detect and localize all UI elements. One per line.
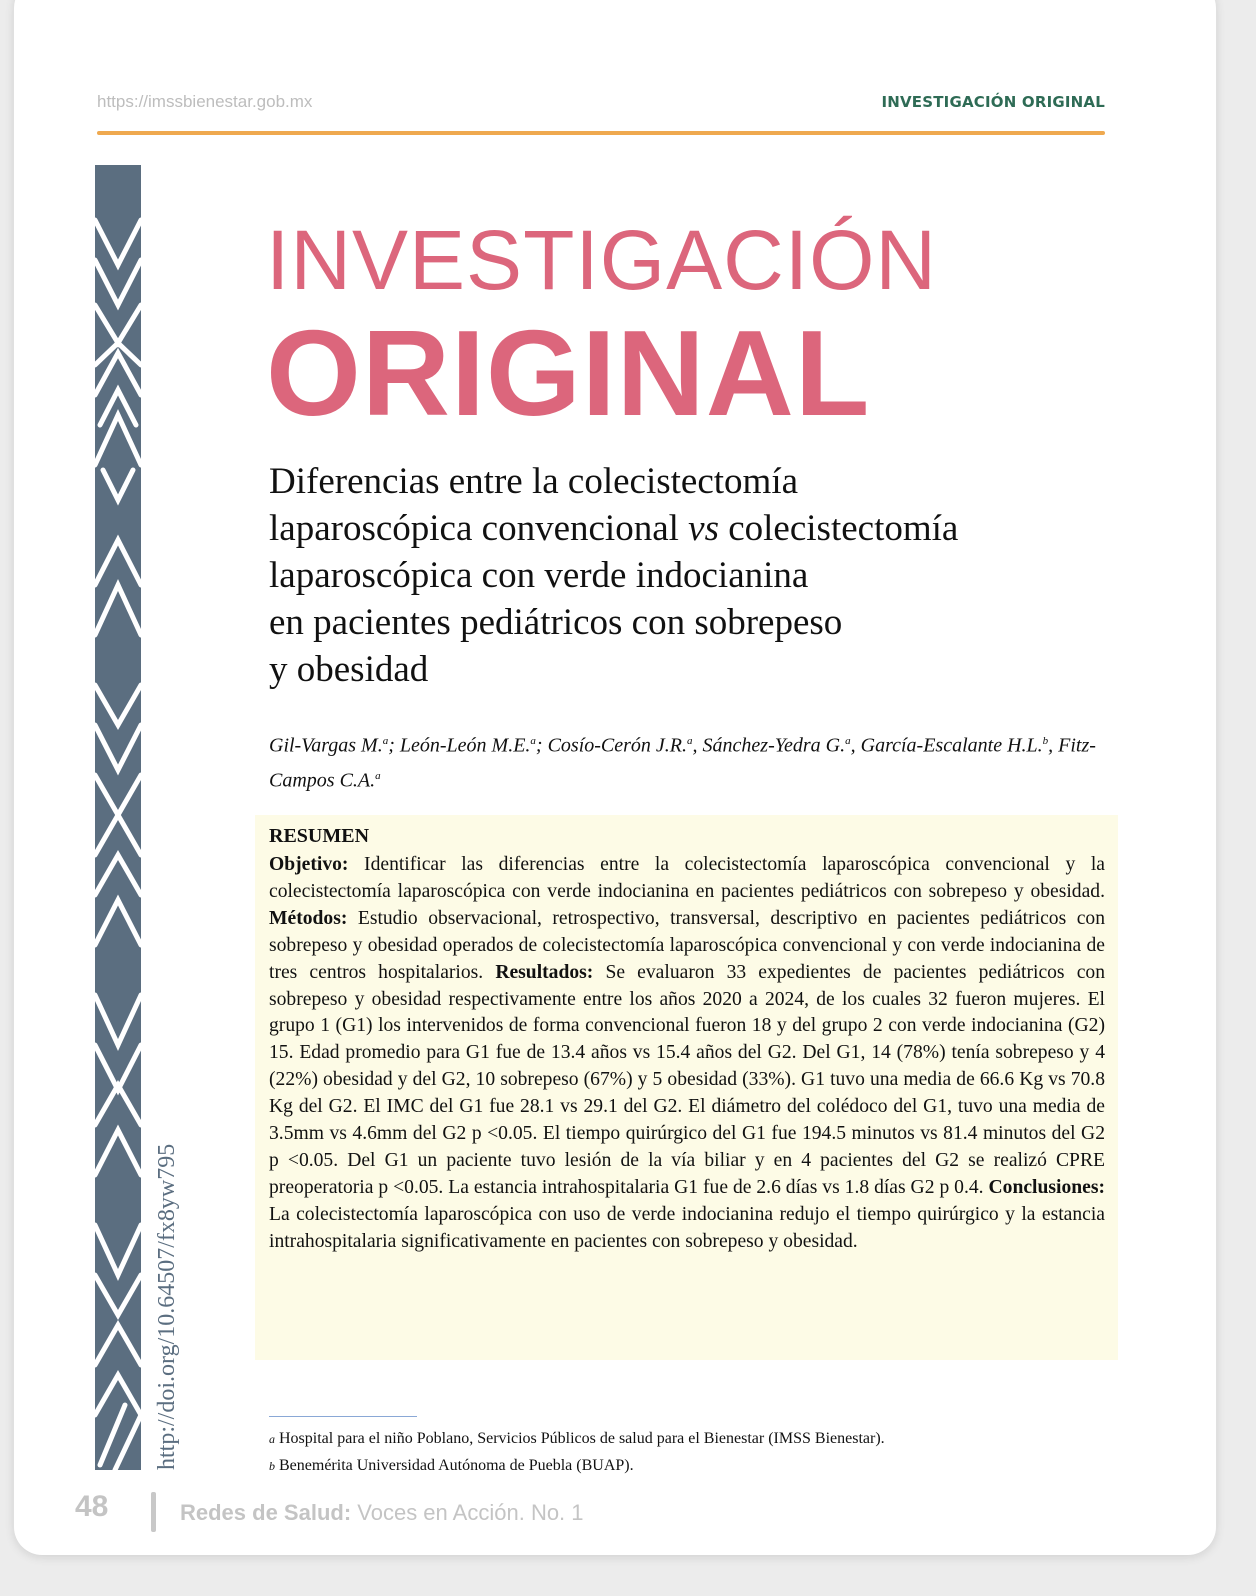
footnote-text: Hospital para el niño Poblano, Servicios Públicos de salud para el Bienestar (IMSS Bienestar). [279, 1430, 885, 1447]
objetivo-text: Identificar las diferencias entre la colecistectomía laparoscópica convencional y la colecistectomía laparoscópica con verde indocianina en pacientes pediátricos con sobrepeso y obesidad. [269, 854, 1105, 902]
author-name: Fitz-Campos C.A. [269, 734, 1096, 792]
title-text: laparoscópica convencional [269, 508, 689, 549]
page-number: 48 [75, 1490, 109, 1523]
abstract-box [255, 815, 1118, 1360]
affiliation-mark: b [1042, 735, 1049, 747]
author-separator: , [1048, 734, 1059, 757]
affiliation-mark: a [530, 735, 536, 747]
doi-link[interactable]: http://doi.org/10.64507/fx8yw795 [154, 1143, 180, 1470]
site-url-link[interactable]: https://imssbienestar.gob.mx [97, 92, 313, 111]
article-title-line: laparoscópica con verde indocianina [269, 555, 809, 596]
author-name: García-Escalante H.L. [860, 734, 1043, 757]
footnote-mark: a [269, 1432, 275, 1446]
article-title-line: en pacientes pediátricos con sobrepeso [269, 602, 843, 643]
footnote-a [269, 1430, 885, 1448]
journal-name-bold: Redes de Salud: [180, 1500, 352, 1525]
author-name: Gil-Vargas M. [269, 734, 383, 757]
conclusiones-label: Conclusiones: [988, 1176, 1105, 1198]
author-name: Cosío-Cerón J.R. [547, 734, 688, 757]
resultados-text: Se evaluaron 33 expedientes de pacientes pediátricos con sobrepeso y obesidad respectivamente entre los años 2020 a 2024, de los cuales 32 fueron mujeres. El grupo 1 (G1) los intervenidos de forma convencional fueron 18 y del grupo 2 con verde indocianina (G2) 15. Edad promedio para G1 fue de 13.4 años vs 15.4 años del G2. Del G1, 14 (78%) tenía sobrepeso y 4 (22%) obesidad y del G2, 10 sobrepeso (67%) y 5 obesidad (33%). G1 tuvo una media de 66.6 Kg vs 70.8 Kg del G2. El IMC del G1 fue 28.1 vs 29.1 del G2. El diámetro del colédoco del G1, tuvo una media de 3.5mm vs 4.6mm del G2 p <0.05. El tiempo quirúrgico del G1 fue 194.5 minutos vs 81.4 minutos del G2 p <0.05. Del G1 un paciente tuvo lesión de la vía biliar y en 4 pacientes del G2 se realizó CPRE preoperatoria p <0.05. La estancia intrahospitalaria G1 fue de 2.6 días vs 1.8 días G2 p 0.4. [269, 961, 1105, 1198]
author-list [269, 726, 1109, 795]
affiliation-mark: a [687, 735, 693, 747]
article-title [269, 458, 958, 693]
objetivo-label: Objetivo: [269, 854, 349, 875]
decorative-pattern-band [95, 165, 141, 1470]
conclusiones-text: La colecistectomía laparoscópica con uso de verde indocianina redujo el tiempo quirúrgico y la estancia intrahospitalaria significativamente en pacientes con sobrepeso y obesidad. [269, 1203, 1105, 1252]
author-separator: , [692, 734, 703, 757]
author-separator: ; [388, 734, 400, 757]
section-title-line1: INVESTIGACIÓN [266, 213, 938, 307]
section-label: INVESTIGACIÓN ORIGINAL [881, 93, 1105, 111]
affiliation-mark: a [382, 735, 389, 747]
affiliation-mark: a [845, 735, 851, 747]
footnote-b [269, 1457, 634, 1475]
footnote-divider [269, 1416, 417, 1417]
section-title-line2: ORIGINAL [266, 305, 871, 441]
resultados-label: Resultados: [495, 961, 594, 983]
article-title-line: y obesidad [269, 649, 429, 690]
journal-name [180, 1500, 584, 1526]
journal-name-rest: Voces en Acción. No. 1 [351, 1500, 584, 1525]
footnote-mark: b [269, 1459, 275, 1473]
footer-divider [151, 1492, 156, 1532]
author-separator: ; [535, 734, 548, 757]
affiliation-mark: a [375, 769, 381, 782]
header-rule [97, 131, 1105, 135]
title-text-italic: vs [688, 508, 719, 549]
title-text: colecistectomía [718, 508, 959, 549]
metodos-label: Métodos: [269, 907, 348, 929]
metodos-text: Estudio observacional, retrospectivo, transversal, descriptivo en pacientes pediátricos con sobrepeso y obesidad operados de colecistectomía laparoscópica convencional y con verde indocianina de tres centros hospitalarios. [269, 907, 1105, 983]
author-separator: , [850, 734, 861, 757]
article-title-line: Diferencias entre la colecistectomía [269, 461, 799, 502]
author-name: Sánchez-Yedra G. [702, 734, 846, 757]
author-name: León-León M.E. [399, 734, 531, 757]
abstract-heading: RESUMEN [269, 825, 370, 847]
article-title-line [269, 505, 958, 552]
abstract-text [269, 852, 1105, 1256]
footnote-text: Benemérita Universidad Autónoma de Puebla (BUAP). [279, 1457, 634, 1474]
